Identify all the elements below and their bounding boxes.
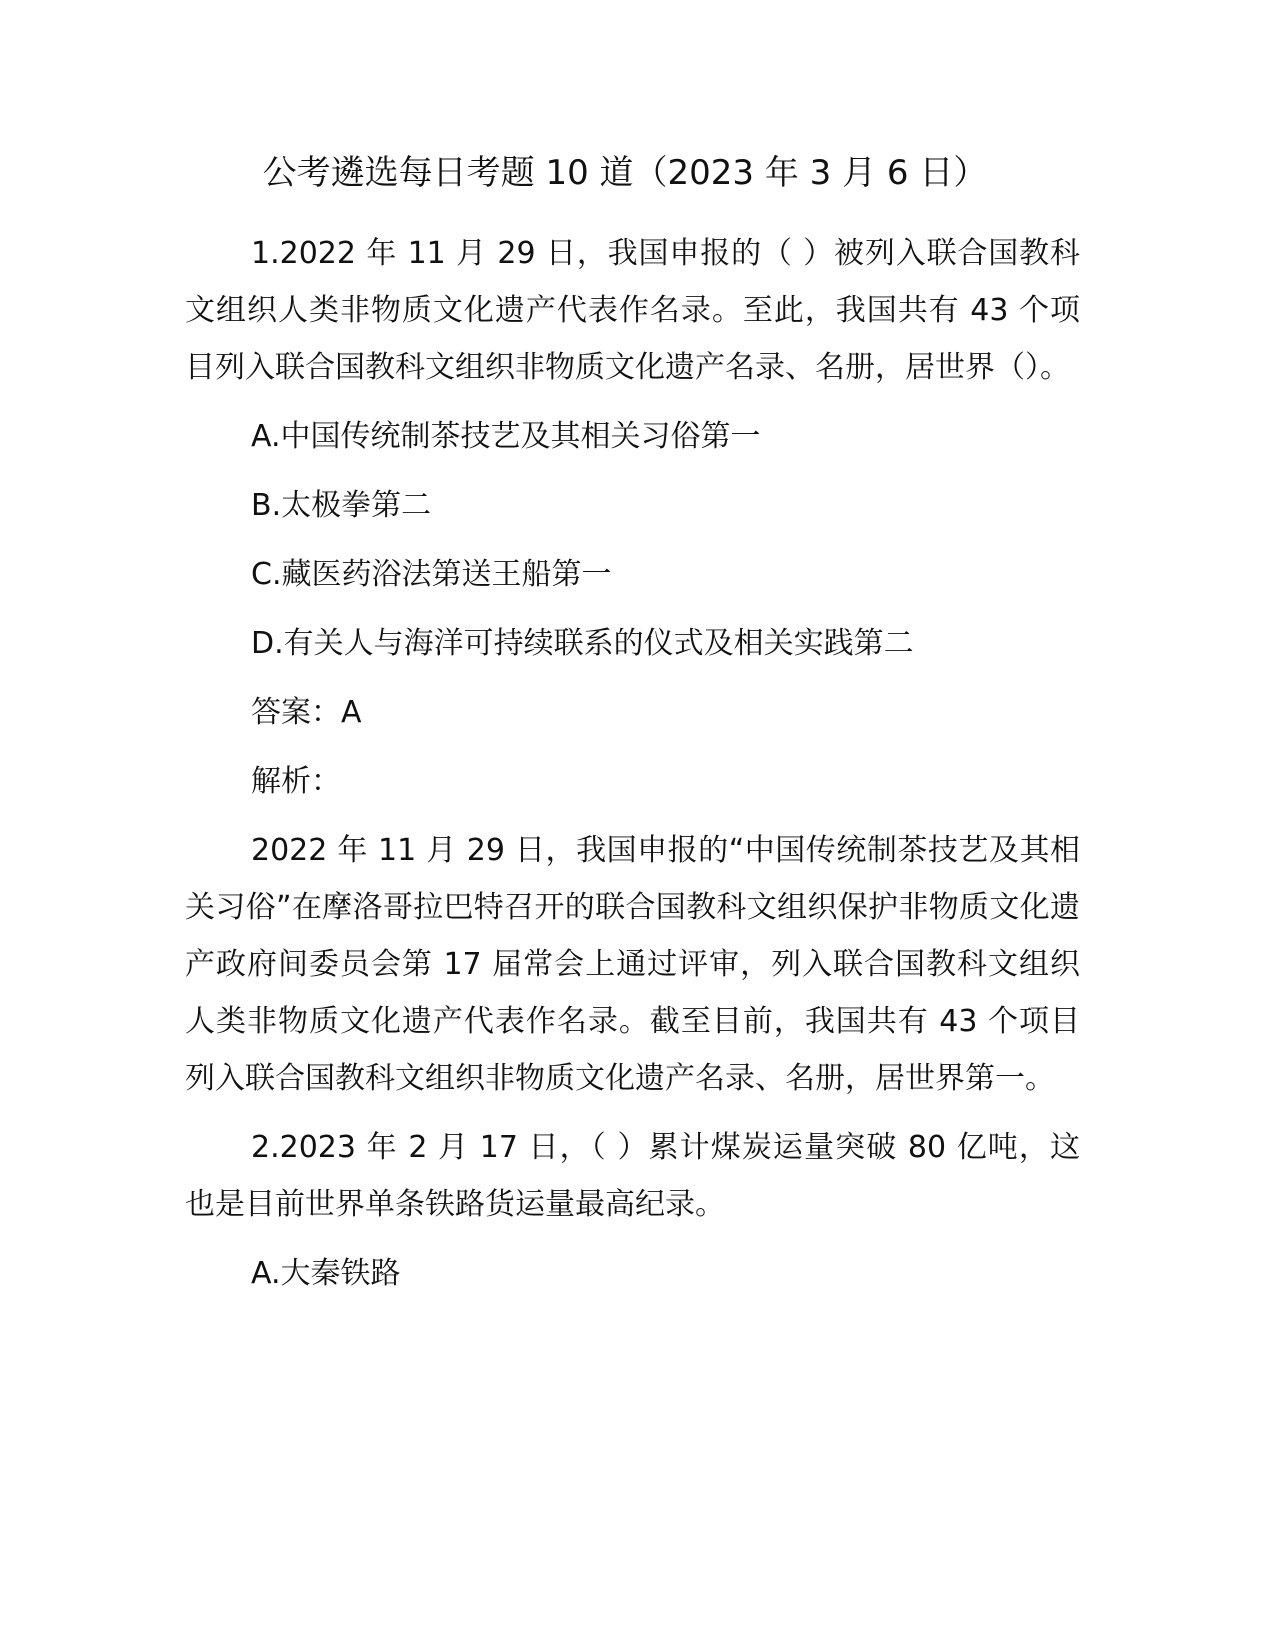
question-2-option-a: A.大秦铁路: [251, 1256, 401, 1291]
question-1-answer: 答案：A: [251, 695, 362, 730]
question-1-analysis-label: 解析：: [251, 764, 341, 799]
page-title: 公考遴选每日考题 10 道（2023 年 3 月 6 日）: [262, 153, 988, 193]
question-1-option-b: B.太极拳第二: [251, 488, 432, 523]
question-2-stem: 2.2023 年 2 月 17 日，（ ）累计煤炭运量突破 80 亿吨，这也是目前世界单条铁路货运量最高纪录。: [185, 1130, 1080, 1222]
question-1-option-d: D.有关人与海洋可持续联系的仪式及相关实践第二: [251, 626, 914, 661]
question-1-option-a: A.中国传统制茶技艺及其相关习俗第一: [251, 419, 761, 454]
question-1-analysis: 2022 年 11 月 29 日，我国申报的“中国传统制茶技艺及其相关习俗”在摩洛哥拉巴特召开的联合国教科文组织保护非物质文化遗产政府间委员会第 17 届常会上通过评审，列入联合国教科文组织人类非物质文化遗产代表作名录。截至目前，我国共有 43 个项目列入联合国教科文组织非物质文化遗产名录、名册，居世界第一。: [185, 833, 1080, 1096]
document-body: [185, 225, 1080, 1314]
question-1-option-c: C.藏医药浴法第送王船第一: [251, 557, 612, 592]
question-1-stem: 1.2022 年 11 月 29 日，我国申报的（ ）被列入联合国教科文组织人类非物质文化遗产代表作名录。至此，我国共有 43 个项目列入联合国教科文组织非物质文化遗产名录、名册，居世界（）。: [185, 236, 1080, 385]
